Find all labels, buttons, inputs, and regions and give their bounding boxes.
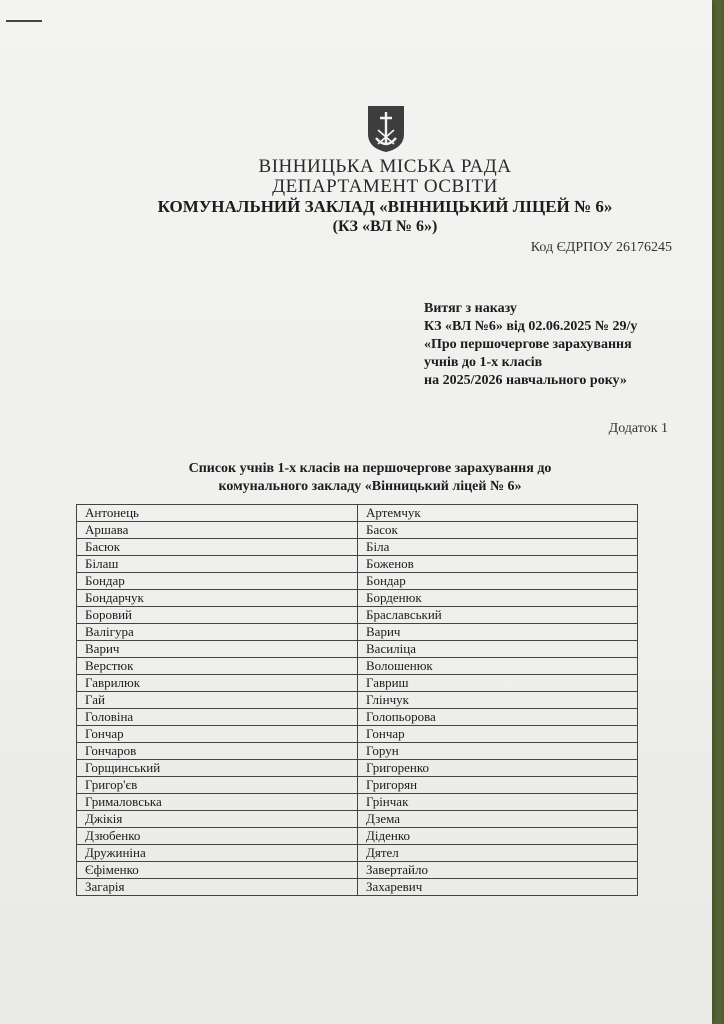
table-cell: Антонець	[77, 505, 358, 522]
table-cell: Бондар	[358, 573, 638, 590]
table-row	[77, 692, 638, 709]
table-cell: Джікія	[77, 811, 358, 828]
table-cell: Завертайло	[358, 862, 638, 879]
table-row	[77, 794, 638, 811]
table-cell: Григор'єв	[77, 777, 358, 794]
table-cell: Валігура	[77, 624, 358, 641]
table-cell: Загарія	[77, 879, 358, 896]
order-line: КЗ «ВЛ №6» від 02.06.2025 № 29/у	[424, 319, 638, 334]
table-cell: Горщинський	[77, 760, 358, 777]
order-line: учнів до 1-х класів	[424, 355, 543, 370]
department-heading: ДЕПАРТАМЕНТ ОСВІТИ	[272, 176, 498, 197]
table-row	[77, 641, 638, 658]
table-cell: Біла	[358, 539, 638, 556]
table-cell: Бондарчук	[77, 590, 358, 607]
table-row	[77, 845, 638, 862]
table-cell: Глінчук	[358, 692, 638, 709]
order-line: «Про першочергове зарахування	[424, 337, 632, 352]
table-cell: Головіна	[77, 709, 358, 726]
table-cell: Басюк	[77, 539, 358, 556]
table-cell: Варич	[358, 624, 638, 641]
list-title-line: Список учнів 1-х класів на першочергове зарахування до	[188, 461, 552, 476]
table-cell: Горун	[358, 743, 638, 760]
table-row	[77, 675, 638, 692]
table-row	[77, 573, 638, 590]
order-line: на 2025/2026 навчального року»	[424, 373, 627, 388]
table-cell: Гончаров	[77, 743, 358, 760]
table-row	[77, 862, 638, 879]
table-cell: Бондар	[77, 573, 358, 590]
table-cell: Єфіменко	[77, 862, 358, 879]
table-cell: Гончар	[77, 726, 358, 743]
table-cell: Гаврилюк	[77, 675, 358, 692]
table-cell: Гай	[77, 692, 358, 709]
table-cell: Василіца	[358, 641, 638, 658]
edrpou-code: Код ЄДРПОУ 26176245	[530, 240, 672, 255]
table-cell: Аршава	[77, 522, 358, 539]
table-row	[77, 658, 638, 675]
table-cell: Дзюбенко	[77, 828, 358, 845]
coat-of-arms-icon	[366, 104, 406, 154]
corner-mark	[6, 20, 42, 22]
table-cell: Дятел	[358, 845, 638, 862]
table-row	[77, 828, 638, 845]
table-cell: Боровий	[77, 607, 358, 624]
table-cell: Боженов	[358, 556, 638, 573]
table-row	[77, 539, 638, 556]
institution-short-name: (КЗ «ВЛ № 6»)	[332, 218, 438, 235]
table-cell: Білаш	[77, 556, 358, 573]
table-row	[77, 607, 638, 624]
students-table	[76, 504, 638, 896]
table-row	[77, 624, 638, 641]
table-row	[77, 760, 638, 777]
table-cell: Діденко	[358, 828, 638, 845]
table-row	[77, 590, 638, 607]
order-line: Витяг з наказу	[424, 301, 517, 316]
table-cell: Григорян	[358, 777, 638, 794]
table-row	[77, 879, 638, 896]
table-cell: Варич	[77, 641, 358, 658]
table-cell: Гавриш	[358, 675, 638, 692]
table-cell: Голопьорова	[358, 709, 638, 726]
table-cell: Верстюк	[77, 658, 358, 675]
table-cell: Борденюк	[358, 590, 638, 607]
table-row	[77, 709, 638, 726]
list-title-line: комунального закладу «Вінницький ліцей № 6»	[218, 479, 522, 494]
table-cell: Браславський	[358, 607, 638, 624]
city-council-heading: ВІННИЦЬКА МІСЬКА РАДА	[258, 156, 512, 177]
table-row	[77, 811, 638, 828]
list-title	[160, 460, 580, 496]
table-row	[77, 556, 638, 573]
table-cell: Артемчук	[358, 505, 638, 522]
table-cell: Басок	[358, 522, 638, 539]
table-row	[77, 505, 638, 522]
table-cell: Грінчак	[358, 794, 638, 811]
table-row	[77, 743, 638, 760]
table-cell: Григоренко	[358, 760, 638, 777]
table-cell: Дзема	[358, 811, 638, 828]
table-row	[77, 522, 638, 539]
order-extract	[424, 300, 637, 390]
appendix-label: Додаток 1	[608, 421, 668, 436]
table-row	[77, 726, 638, 743]
table-cell: Грималовська	[77, 794, 358, 811]
table-row	[77, 777, 638, 794]
table-cell: Гончар	[358, 726, 638, 743]
table-cell: Волошенюк	[358, 658, 638, 675]
institution-name: КОМУНАЛЬНИЙ ЗАКЛАД «ВІННИЦЬКИЙ ЛІЦЕЙ № 6»	[157, 197, 613, 216]
table-cell: Захаревич	[358, 879, 638, 896]
table-cell: Дружиніна	[77, 845, 358, 862]
